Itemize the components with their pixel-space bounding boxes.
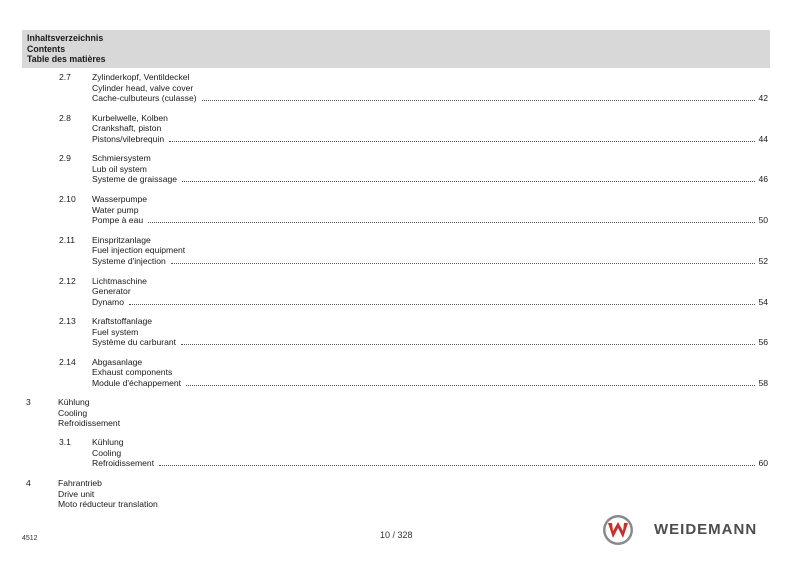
entry-number: 2.10	[59, 194, 76, 205]
dot-leader	[171, 256, 756, 264]
entry-page-number: 42	[758, 93, 768, 103]
entry-title-de: Schmiersystem	[92, 153, 151, 164]
dot-leader	[181, 337, 755, 345]
section-title-fr: Refroidissement	[58, 418, 121, 428]
section-number: 4	[26, 478, 31, 488]
entry-number: 2.9	[59, 153, 71, 164]
toc-header	[22, 30, 770, 68]
page-indicator: 10 / 328	[380, 530, 413, 540]
dot-leader	[182, 174, 755, 182]
header-title-en: Contents	[27, 43, 66, 54]
entry-leader-line	[92, 337, 768, 348]
entry-title-fr: Dynamo	[92, 296, 124, 307]
entry-page-number: 50	[758, 215, 768, 226]
section-title-en: Cooling	[58, 407, 88, 418]
entry-title-de: Abgasanlage	[92, 356, 143, 367]
weidemann-logo-icon	[602, 514, 634, 546]
entry-title-fr: Refroidissement	[92, 458, 155, 468]
entry-number: 2.7	[59, 72, 71, 82]
dot-leader	[148, 215, 755, 223]
section-title-en: Drive unit	[58, 488, 95, 499]
entry-title-fr: Systeme d'injection	[92, 255, 166, 266]
section-title-de: Fahrantrieb	[58, 478, 102, 488]
section-number: 3	[26, 397, 31, 407]
dot-leader	[202, 93, 756, 101]
entry-title-de: Wasserpumpe	[92, 194, 148, 205]
entry-page-number: 52	[758, 255, 768, 266]
entry-title-en: Water pump	[92, 204, 139, 215]
entry-page-number: 56	[758, 337, 768, 348]
section-title-de: Kühlung	[58, 397, 90, 407]
entry-title-en: Fuel injection equipment	[92, 245, 186, 256]
brand-name: WEIDEMANN	[654, 521, 758, 538]
entry-title-fr: Pistons/vilebrequin	[92, 133, 165, 144]
dot-leader	[129, 297, 755, 305]
entry-title-de: Zylinderkopf, Ventildeckel	[92, 72, 190, 82]
entry-title-en: Cylinder head, valve cover	[92, 82, 194, 93]
entry-page-number: 44	[758, 133, 768, 144]
entry-title-fr: Systeme de graissage	[92, 174, 178, 185]
dot-leader	[186, 378, 755, 386]
entry-title-en: Cooling	[92, 447, 122, 458]
entry-leader-line	[92, 256, 768, 267]
entry-page-number: 58	[758, 377, 768, 388]
entry-title-fr: Pompe à eau	[92, 215, 144, 226]
entry-title-fr: Système du carburant	[92, 337, 177, 348]
header-title-de: Inhaltsverzeichnis	[27, 33, 104, 43]
entry-leader-line	[92, 174, 768, 185]
header-title-fr: Table des matières	[27, 54, 106, 64]
entry-title-de: Kurbelwelle, Kolben	[92, 112, 168, 123]
entry-leader-line	[92, 458, 768, 469]
entry-title-fr: Module d'échappement	[92, 377, 182, 388]
entry-leader-line	[92, 297, 768, 308]
entry-title-en: Exhaust components	[92, 367, 173, 378]
dot-leader	[159, 458, 755, 466]
entry-title-de: Kraftstoffanlage	[92, 316, 153, 327]
entry-title-de: Einspritzanlage	[92, 234, 151, 245]
entry-number: 2.8	[59, 112, 71, 123]
entry-number: 2.12	[59, 275, 76, 286]
dot-leader	[169, 134, 755, 142]
entry-title-en: Crankshaft, piston	[92, 123, 162, 134]
section-title-fr: Moto réducteur translation	[58, 499, 158, 509]
entry-title-en: Generator	[92, 286, 131, 296]
entry-title-en: Lub oil system	[92, 163, 147, 174]
entry-title-fr: Cache-culbuteurs (culasse)	[92, 93, 197, 103]
document-code: 4512	[22, 535, 38, 542]
entry-title-de: Kühlung	[92, 437, 124, 447]
entry-page-number: 54	[758, 296, 768, 307]
entry-leader-line	[92, 378, 768, 389]
entry-number: 2.14	[59, 356, 76, 367]
entry-page-number: 60	[758, 458, 768, 468]
entry-leader-line	[92, 215, 768, 226]
entry-leader-line	[92, 93, 768, 104]
entry-number: 3.1	[59, 437, 71, 447]
entry-number: 2.11	[59, 234, 76, 245]
entry-page-number: 46	[758, 174, 768, 185]
entry-title-en: Fuel system	[92, 326, 139, 337]
entry-title-de: Lichtmaschine	[92, 275, 147, 286]
entry-number: 2.13	[59, 316, 76, 327]
entry-leader-line	[92, 134, 768, 145]
